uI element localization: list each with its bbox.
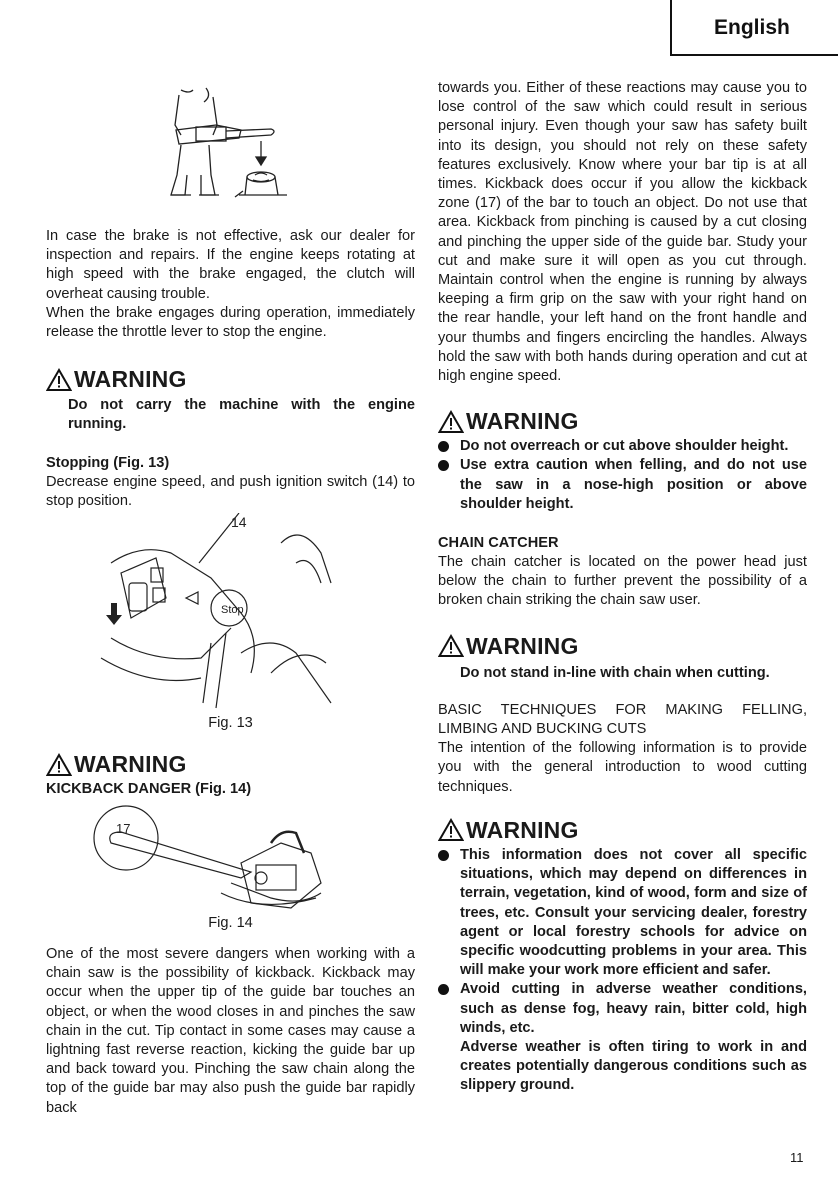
basic-techniques-text: The intention of the following information is to provide you with the general introduction to wood cutting techniques. — [438, 740, 807, 795]
fig13-caption: Fig. 13 — [208, 715, 253, 732]
kickback-heading: KICKBACK DANGER (Fig. 14) — [46, 781, 252, 798]
warning5-bullet-2-continued: Adverse weather is often tiring to work in and creates potentially dangerous conditions such as slippery ground. — [460, 1038, 807, 1094]
warning-text-1: Do not carry the machine with the engine running. — [68, 397, 415, 433]
warning-title: WARNING — [466, 816, 579, 843]
chain-catcher-text: The chain catcher is located on the power head just below the chain to further prevent the possibility of a broken chain striking the chain saw user. — [438, 554, 807, 609]
warning5-bullet-1: This information does not cover all specific situations, which may depend on differences in terrain, vegetation, kind of wood, form and size of trees, etc. Consult your servicing dealer, forestry agent or local forestry schools for advice on specific woodcutting problems in your area. This will make your work more efficient and safer. — [438, 846, 807, 980]
fig13-stop-label: Stop — [221, 604, 244, 617]
page-number: 11 — [790, 1150, 804, 1165]
warning-heading-4 — [438, 633, 807, 660]
warning-title: WARNING — [466, 632, 579, 659]
warning-triangle-icon — [438, 410, 464, 434]
warning-triangle-icon — [438, 634, 464, 658]
warning-heading-2 — [46, 751, 415, 778]
warning-heading-3 — [438, 408, 807, 435]
warning-heading-5 — [438, 817, 807, 844]
fig14-caption: Fig. 14 — [208, 915, 253, 932]
warning-heading-1 — [46, 366, 415, 393]
warning-title: WARNING — [74, 366, 187, 393]
stopping-text: Decrease engine speed, and push ignition switch (14) to stop position. — [46, 473, 415, 509]
left-column — [46, 85, 415, 1118]
warning3-bullet-1: Do not overreach or cut above shoulder height. — [438, 437, 807, 456]
kickback-paragraph: One of the most severe dangers when working with a chain saw is the possibility of kickback. Kickback may occur when the upper tip of the guide bar touches an object, or when the wood closes in and pinches the saw chain in the cut. Tip contact in some cases may cause a lightning fast reverse reaction, kicking the guide bar up and back toward you. Pinching the saw chain along the top of the guide bar may also push the guide bar rapidly back — [46, 946, 415, 1116]
kickback-continued-paragraph: towards you. Either of these reactions may cause you to lose control of the saw which could result in serious personal injury. Even though your saw has safety built into its design, you should not rely on these safety features exclusively. Know where your bar tip is at all times. Kickback does occur if you allow the kickback zone (17) of the bar to touch an object. Do not use that area. Kickback from pinching is caused by a cut closing and pinching the upper side of the guide bar. Study your cut and make sure it will open as you cut through. Maintain control when the engine is running by always keeping a firm grip on the saw with your right hand on the rear handle, your left hand on the front handle and your thumbs and fingers encircling the handles. Always hold the saw with both hands during operation and cut at high engine speed. — [438, 80, 807, 385]
right-column — [438, 79, 807, 1096]
warning-triangle-icon — [46, 368, 72, 392]
fig13-ignition-switch-illustration — [91, 513, 351, 713]
warning-title: WARNING — [74, 751, 187, 778]
warning-triangle-icon — [46, 753, 72, 777]
fig14-number-label: 17 — [116, 821, 131, 837]
warning5-bullet-2: Avoid cutting in adverse weather conditions, such as dense fog, heavy rain, bitter cold, high winds, etc. — [438, 980, 807, 1038]
brake-illustration — [151, 85, 301, 205]
fig14-chainsaw-kickback-illustration — [71, 803, 331, 913]
language-label: English — [714, 16, 790, 39]
basic-techniques-heading: BASIC TECHNIQUES FOR MAKING FELLING, LIMBING AND BUCKING CUTS — [438, 701, 807, 738]
warning-text-4: Do not stand in-line with chain when cutting. — [460, 664, 770, 681]
chain-catcher-heading: CHAIN CATCHER — [438, 535, 559, 552]
stopping-heading: Stopping (Fig. 13) — [46, 454, 170, 471]
fig13-number-label: 14 — [231, 514, 247, 531]
warning-title: WARNING — [466, 408, 579, 435]
brake-paragraph-1: In case the brake is not effective, ask our dealer for inspection and repairs. If the engine keeps rotating at high speed with the brake engaged, the clutch will overheat causing trouble. — [46, 228, 415, 302]
language-tab — [670, 0, 838, 56]
brake-paragraph-2: When the brake engages during operation, immediately release the throttle lever to stop the engine. — [46, 304, 415, 341]
warning-triangle-icon — [438, 818, 464, 842]
warning3-bullet-2: Use extra caution when felling, and do not use the saw in a nose-high position or above shoulder height. — [438, 456, 807, 514]
